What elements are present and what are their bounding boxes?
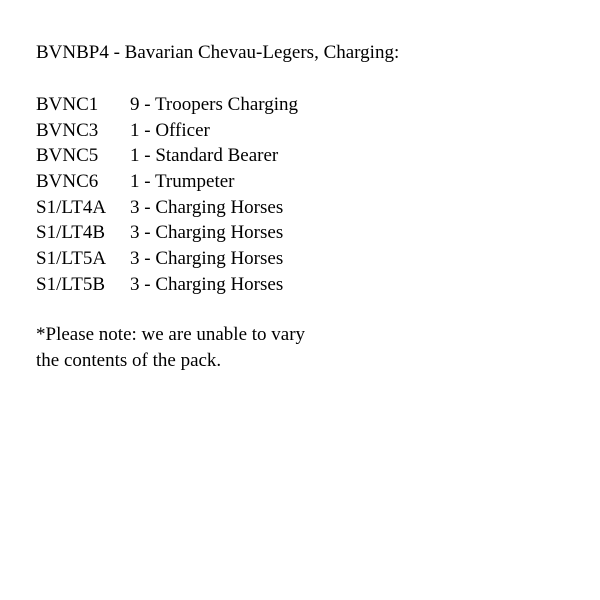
list-item (36, 195, 298, 221)
item-description: 3 - Charging Horses (130, 196, 284, 218)
item-code: S1/LT4B (36, 222, 105, 244)
item-description: 1 - Standard Bearer (130, 145, 279, 167)
item-description: 1 - Trumpeter (130, 171, 235, 193)
list-item (36, 92, 298, 118)
list-item (36, 118, 298, 144)
list-item (36, 272, 298, 298)
pack-note (36, 322, 376, 374)
list-item (36, 246, 298, 272)
item-code: BVNC1 (36, 94, 99, 115)
item-code: S1/LT5B (36, 273, 105, 295)
list-item (36, 169, 298, 195)
note-line: *Please note: we are unable to vary (36, 324, 306, 345)
item-description: 3 - Charging Horses (130, 273, 284, 295)
item-description: 1 - Officer (130, 119, 210, 141)
list-item (36, 143, 298, 169)
list-item (36, 220, 298, 246)
item-code: S1/LT5A (36, 248, 107, 270)
item-code: BVNC3 (36, 119, 99, 141)
item-description: 9 - Troopers Charging (130, 94, 299, 115)
pack-contents-list (36, 92, 298, 298)
item-code: BVNC6 (36, 171, 99, 193)
item-description: 3 - Charging Horses (130, 222, 284, 244)
pack-title: BVNBP4 - Bavarian Chevau-Legers, Charging: (36, 42, 400, 63)
note-line: the contents of the pack. (36, 350, 222, 371)
item-code: S1/LT4A (36, 196, 107, 218)
item-code: BVNC5 (36, 145, 99, 167)
item-description: 3 - Charging Horses (130, 248, 284, 270)
